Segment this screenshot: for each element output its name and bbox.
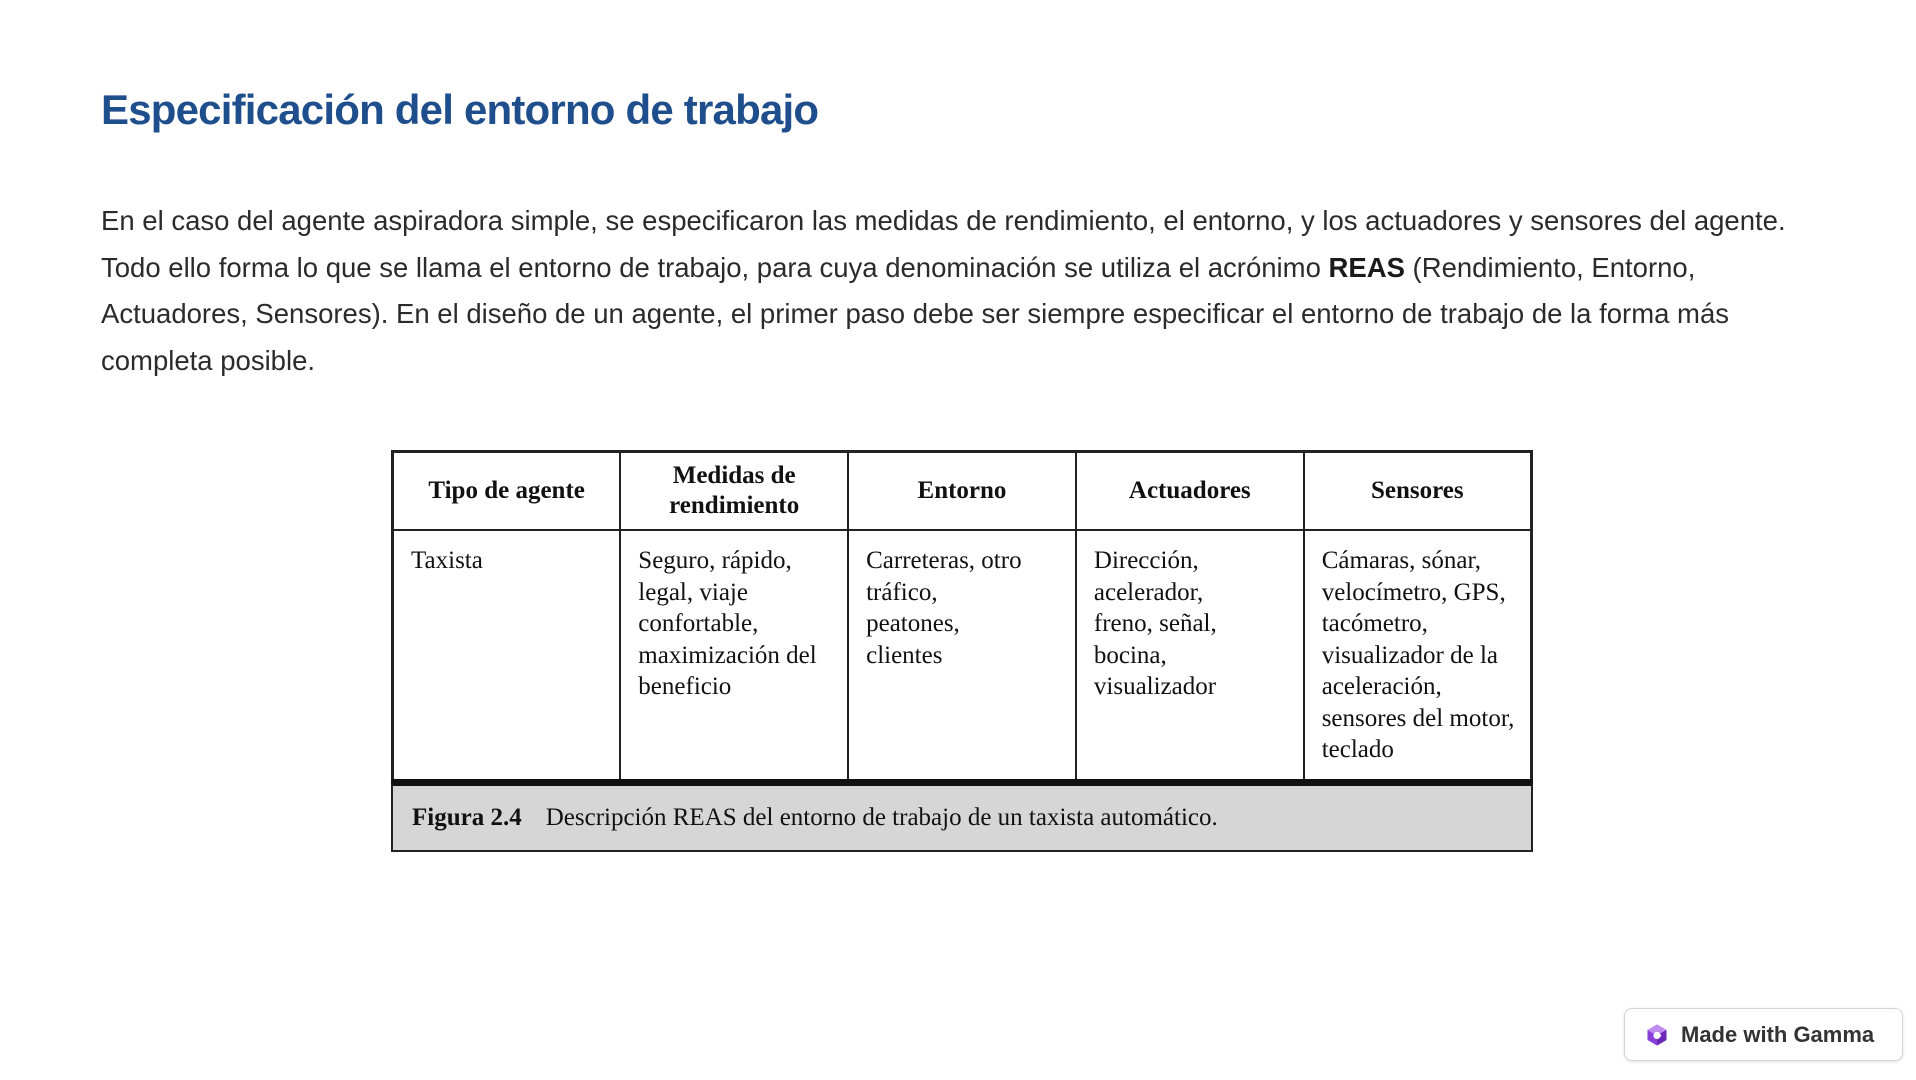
header-tipo-de-agente: Tipo de agente — [393, 452, 621, 531]
cell-entorno: Carreteras, otro tráfico, peatones, clientes — [848, 530, 1076, 781]
caption-label: Figura 2.4 — [412, 804, 522, 831]
cell-sensores: Cámaras, sónar, velocímetro, GPS, tacómetro, visualizador de la aceleración, sensores del motor, teclado — [1304, 530, 1532, 781]
badge-label: Made with Gamma — [1681, 1021, 1875, 1047]
table-row — [393, 530, 1532, 781]
page-title: Especificación del entorno de trabajo — [101, 86, 819, 133]
intro-text-part1: En el caso del agente aspiradora simple, se especificaron las medidas de rendimiento, el entorno, y los actuadores y sensores del agente. Todo ello forma lo que se llama el entorno de trabajo, para cuya denominación se utiliza el acrónimo — [101, 205, 1786, 283]
header-actuadores: Actuadores — [1076, 452, 1304, 531]
intro-text-bold: REAS — [1328, 251, 1405, 283]
header-sensores: Sensores — [1304, 452, 1532, 531]
reas-table — [391, 450, 1533, 783]
cell-actuadores: Dirección, acelerador, freno, señal, bocina, visualizador — [1076, 530, 1304, 781]
intro-text-part2: (Rendimiento, Entorno, Actuadores, Sensores). En el diseño de un agente, el primer paso debe ser siempre especificar el entorno de trabajo de la forma más completa posible. — [101, 251, 1729, 376]
gamma-logo-icon — [1645, 1023, 1669, 1047]
cell-tipo-de-agente: Taxista — [393, 530, 621, 781]
table-header-row — [393, 452, 1532, 531]
header-entorno: Entorno — [848, 452, 1076, 531]
header-medidas-de-rendimiento: Medidas de rendimiento — [620, 452, 848, 531]
made-with-gamma-badge[interactable] — [1624, 1008, 1903, 1061]
cell-medidas-de-rendimiento: Seguro, rápido, legal, viaje confortable, maximización del beneficio — [620, 530, 848, 781]
reas-figure — [391, 450, 1533, 852]
intro-paragraph — [101, 198, 1841, 384]
figure-caption — [391, 783, 1533, 852]
caption-text: Descripción REAS del entorno de trabajo de un taxista automático. — [545, 804, 1218, 831]
